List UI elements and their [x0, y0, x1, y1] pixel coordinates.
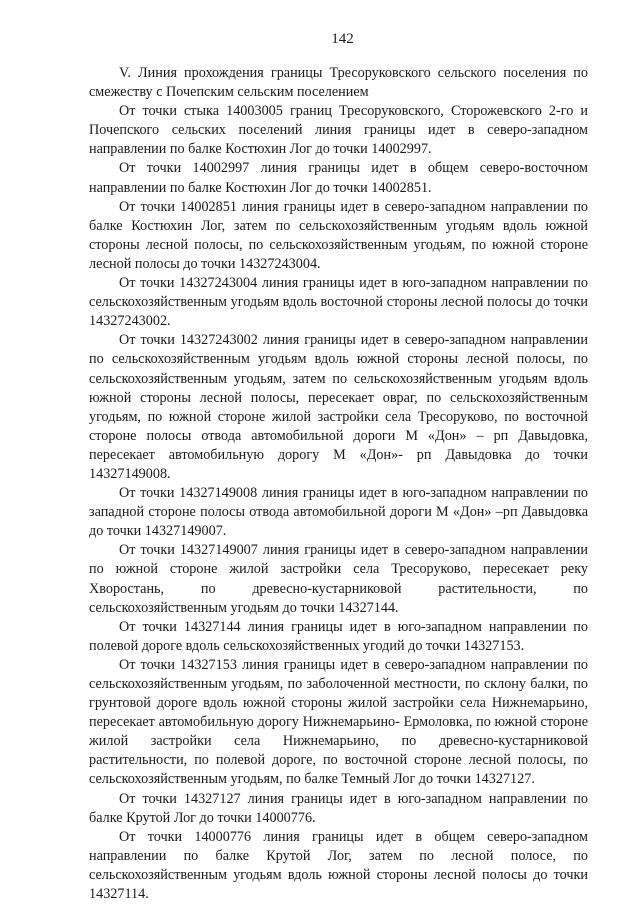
paragraph: От точки 14327149008 линия границы идет в юго-западном направлении по западной стороне полосы отвода автомобильной дороги М «Дон» –рп Давыдовка до точки 14327149007.: [89, 485, 588, 540]
paragraph: От точки стыка 14003005 границ Тресоруковского, Сторожевского 2-го и Почепского сельских поселений линия границы идет в северо-западном направлении по балке Костюхин Лог до точки 14002997.: [89, 103, 588, 158]
paragraph: От точки 14002851 линия границы идет в северо-западном направлении по балке Костюхин Лог, затем по сельскохозяйственным угодьям вдоль южной стороны лесной полосы, по сельскохозяйственным угодьям, по южной стороне лесной полосы до точки 14327243004.: [89, 198, 588, 272]
paragraph: От точки 14327243002 линия границы идет в северо-западном направлении по сельскохозяйственным угодьям вдоль южной стороны лесной полосы, по сельскохозяйственным угодьям, затем по сельскохозяйственным угодьям вдоль южной стороны лесной полосы, пересекает овраг, по сельскохозяйственным угодьям, по южной стороне жилой застройки села Тресоруково, по восточной стороне полосы отвода автомобильной дороги М «Дон» – рп Давыдовка, пересекает автомобильную дорогу М «Дон»- рп Давыдовка до точки 14327149008.: [89, 332, 588, 482]
paragraph: От точки 14327144 линия границы идет в юго-западном направлении по полевой дороге вдоль сельскохозяйственных угодий до точки 14327153.: [89, 618, 588, 654]
paragraph: От точки 14000776 линия границы идет в общем северо-западном направлении по балке Крутой Лог, затем по лесной полосе, по сельскохозяйственным угодьям вдоль южной стороны лесной полосы до точки 14327114.: [89, 828, 588, 903]
paragraph: От точки 14327149007 линия границы идет в северо-западном направлении по южной стороне жилой застройки села Тресоруково, пересекает реку Хворостань, по древесно-кустарниковой растительности, по сельскохозяйственным угодьям до точки 14327144.: [89, 542, 588, 616]
paragraph: От точки 14002997 линия границы идет в общем северо-восточном направлении по балке Костюхин Лог до точки 14002851.: [89, 160, 588, 196]
paragraph: От точки 14327127 линия границы идет в юго-западном направлении по балке Крутой Лог до точки 14000776.: [89, 790, 588, 826]
page-number: 142: [331, 31, 354, 47]
paragraph: От точки 14327243004 линия границы идет в юго-западном направлении по сельскохозяйственным угодьям вдоль восточной стороны лесной полосы до точки 14327243002.: [89, 275, 588, 330]
paragraph: От точки 14327153 линия границы идет в северо-западном направлении по сельскохозяйственным угодьям, по заболоченной местности, по склону балки, по грунтовой дороге вдоль южной стороны жилой застройки села Нижнемарьино, пересекает автомобильную дорогу Нижнемарьино- Ермоловка, по южной стороне жилой застройки села Нижнемарьино, по древесно-кустарниковой растительности, по полевой дороге, по восточной стороне лесной полосы, по сельскохозяйственным угодьям, по балке Темный Лог до точки 14327127.: [89, 656, 588, 788]
section-heading: V. Линия прохождения границы Тресоруковского сельского поселения по смежеству с Почепским сельским поселением: [89, 65, 588, 101]
